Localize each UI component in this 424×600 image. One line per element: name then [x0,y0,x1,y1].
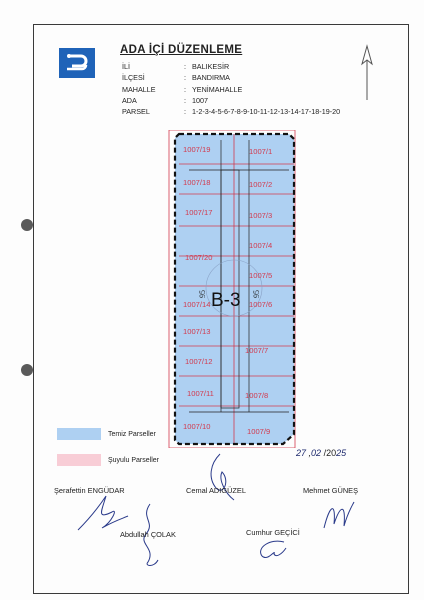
lot-label: 1007/12 [185,357,213,366]
lot-label: 1007/8 [245,391,269,400]
signature-3 [318,494,358,534]
date-day: 27 [296,448,307,458]
signature-1 [72,490,132,534]
field-value: YENİMAHALLE [192,85,243,94]
field-separator: : [184,96,186,105]
lot-label: 1007/17 [185,208,213,217]
date-year-suffix: 25 [336,448,347,458]
lot-label: 1007/5 [249,271,273,280]
lot-label: 1007/2 [249,180,273,189]
lot-label: 1007/18 [183,178,211,187]
lot-label: 1007/13 [183,327,211,336]
north-arrow-icon [358,44,376,102]
field-separator: : [184,62,186,71]
legend-swatch-clean [57,428,101,440]
signatory-name: Cumhur GEÇİCİ [246,528,300,537]
signature-2 [200,450,240,504]
signature-5 [250,536,290,566]
field-label: İLİ [122,62,130,71]
dimension-label: 95 [252,290,261,298]
signatory-name: Mehmet GÜNEŞ [303,486,359,495]
lot-label: 1007/6 [249,300,273,309]
legend-label-shared: Şuyulu Parseller [108,457,159,464]
block-site-plan [165,130,299,448]
document-title: ADA İÇİ DÜZENLEME [120,44,243,56]
lot-label: 1007/11 [187,389,214,398]
field-label: İLÇESİ [122,73,145,82]
field-separator: : [184,85,186,94]
field-value: BANDIRMA [192,73,230,82]
signatory-name: Şerafettin ENGÜDAR [54,486,125,495]
field-separator: : [184,73,186,82]
block-label: B-3 [211,290,241,311]
date-year-prefix: /20 [323,448,337,458]
dimension-label: 95 [198,290,207,298]
date-month: 02 [311,448,322,458]
field-value: 1-2-3-4-5-6-7-8-9-10-11-12-13-14-17-18-19-20 [192,107,341,116]
lot-label: 1007/19 [183,145,211,154]
lot-label: 1007/3 [249,211,273,220]
punch-hole-icon [21,364,33,376]
signatory-name: Cemal ADIGÜZEL [186,486,246,495]
lot-label: 1007/7 [245,346,269,355]
field-label: PARSEL [122,107,150,116]
punch-hole-icon [21,219,33,231]
lot-label: 1007/1 [249,147,273,156]
document-date: 27 ,02 /2025 [296,448,347,458]
lot-label: 1007/20 [185,253,213,262]
municipality-logo-icon [59,48,95,78]
field-value: 1007 [192,96,208,105]
signatory-name: Abdullah ÇOLAK [120,530,176,539]
lot-label: 1007/9 [247,427,271,436]
field-label: MAHALLE [122,85,156,94]
field-separator: : [184,107,186,116]
lot-label: 1007/10 [183,422,211,431]
field-value: BALIKESİR [192,62,230,71]
field-label: ADA [122,96,137,105]
legend-swatch-shared [57,454,101,466]
lot-label: 1007/14 [183,300,211,309]
lot-label: 1007/4 [249,241,273,250]
legend-label-clean: Temiz Parseller [108,431,156,438]
